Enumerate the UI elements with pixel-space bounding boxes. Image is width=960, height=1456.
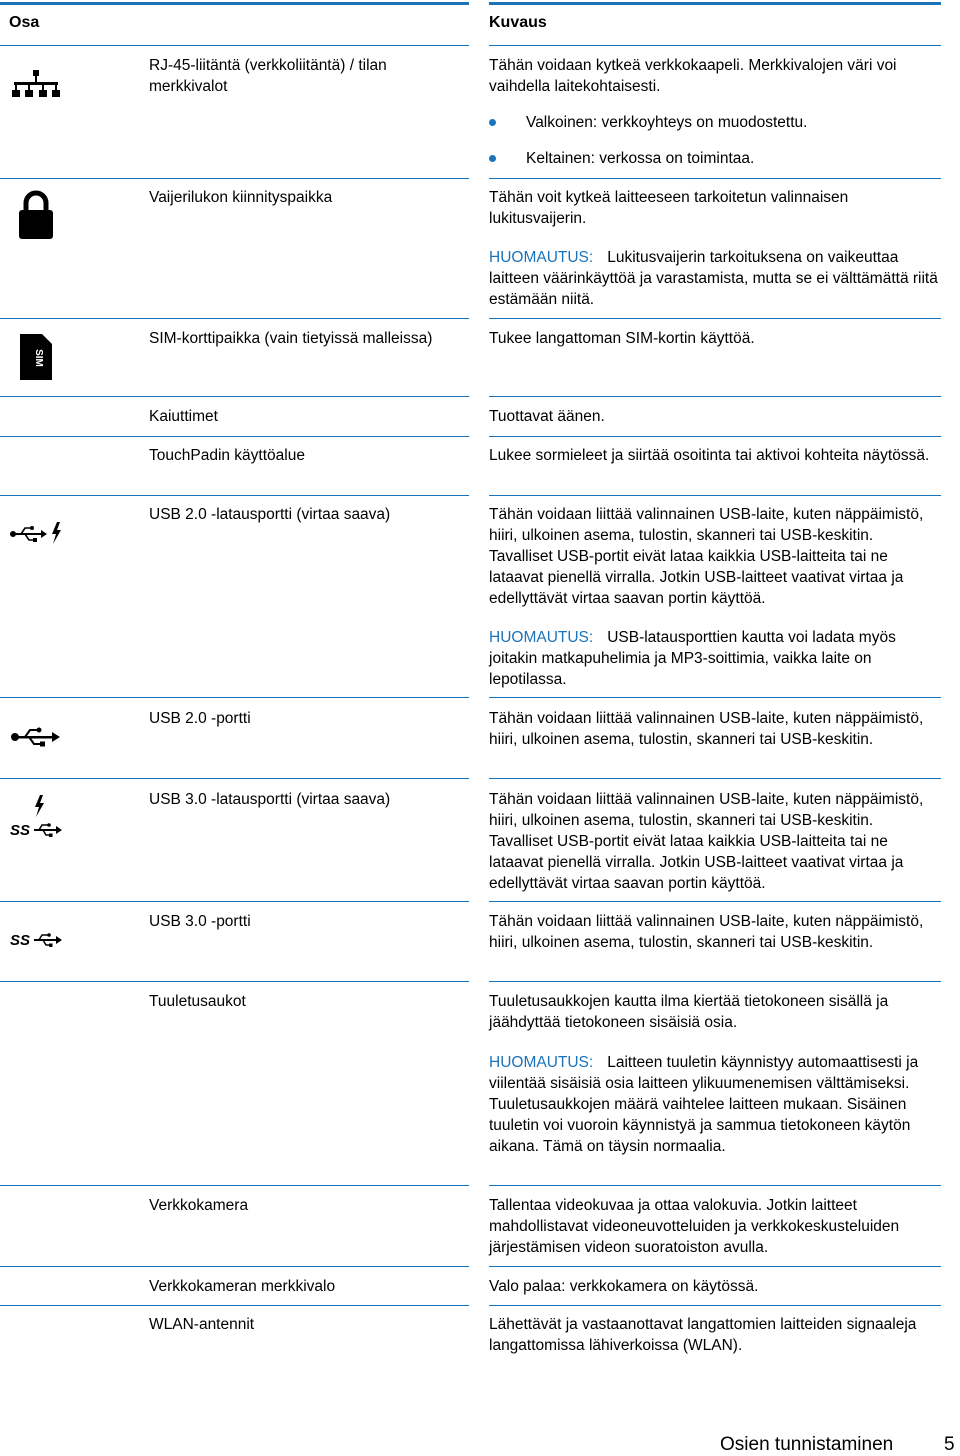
part-name-usb2: USB 2.0 -portti	[149, 710, 251, 727]
part-name-speakers: Kaiuttimet	[149, 408, 218, 425]
row-separator	[0, 901, 469, 902]
note-usb2-charging	[489, 627, 939, 690]
part-description-vents: Tuuletusaukkojen kautta ilma kiertää tietokoneen sisällä ja jäähdyttää tietokoneen sisäisiä osia.	[489, 993, 889, 1031]
part-name-touchpad: TouchPadin käyttöalue	[149, 447, 305, 464]
part-description-usb3: Tähän voidaan liittää valinnainen USB-laite, kuten näppäimistö, hiiri, ulkoinen asema, tulostin, skanneri tai USB-keskitin.	[489, 913, 924, 951]
row-separator	[0, 318, 469, 319]
footer-section-title: Osien tunnistaminen	[720, 1434, 894, 1455]
part-description-webcam-light: Valo palaa: verkkokamera on käytössä.	[489, 1278, 759, 1295]
part-name-webcam: Verkkokamera	[149, 1197, 249, 1214]
usb3-charging-icon	[10, 794, 64, 845]
note-lock-slot	[489, 247, 939, 310]
row-separator	[489, 396, 941, 397]
row-separator	[489, 901, 941, 902]
part-description-speakers: Tuottavat äänen.	[489, 408, 605, 425]
bullet-text: Valkoinen: verkkoyhteys on muodostettu.	[526, 114, 808, 131]
usb3-icon	[10, 928, 64, 955]
part-description-wlan-antennas: Lähettävät ja vastaanottavat langattomien laitteiden signaaleja langattomissa lähiverkoissa (WLAN).	[489, 1316, 917, 1354]
row-separator	[489, 697, 941, 698]
row-separator	[0, 178, 469, 179]
row-separator	[489, 178, 941, 179]
row-separator	[0, 436, 469, 437]
part-description-usb2-charging: Tähän voidaan liittää valinnainen USB-laite, kuten näppäimistö, hiiri, ulkoinen asema, tulostin, skanneri tai USB-keskitin. Tavalliset USB-portit eivät lataa kaikkia USB-laitteita tai ne lataavat pienellä virralla. Jotkin USB-laitteet vaativat virtaa ja edellyttävät virtaa saavan portin käyttöä.	[489, 506, 924, 607]
part-description-lock-slot: Tähän voit kytkeä laitteeseen tarkoitetun valinnaisen lukitusvaijerin.	[489, 189, 849, 227]
part-name-webcam-light: Verkkokameran merkkivalo	[149, 1278, 336, 1295]
bullet-dot	[489, 155, 496, 162]
usb-charging-icon	[10, 521, 64, 550]
bullet-text: Keltainen: verkossa on toimintaa.	[526, 150, 755, 167]
footer-page-number: 5	[944, 1434, 955, 1455]
part-description-webcam: Tallentaa videokuvaa ja ottaa valokuvia. Jotkin laitteet mahdollistavat videoneuvotteluiden ja verkkokeskusteluiden järjestämisen videon suoratoiston avulla.	[489, 1197, 900, 1256]
note-vents	[489, 1052, 939, 1157]
sim-icon-label: SIM	[33, 349, 44, 367]
rj45-network-icon	[11, 70, 61, 103]
note-label: HUOMAUTUS:	[489, 1054, 594, 1071]
part-name-vents: Tuuletusaukot	[149, 993, 246, 1010]
column-header-part: Osa	[9, 14, 40, 31]
usb3-icon-label: SS	[10, 822, 31, 839]
usb3-icon-label: SS	[10, 932, 31, 949]
part-name-usb2-charging: USB 2.0 -latausportti (virtaa saava)	[149, 506, 391, 523]
note-label: HUOMAUTUS:	[489, 249, 594, 266]
row-separator	[0, 396, 469, 397]
note-label: HUOMAUTUS:	[489, 629, 594, 646]
header-rule-right	[489, 2, 941, 5]
part-description-sim-slot: Tukee langattoman SIM-kortin käyttöä.	[489, 330, 755, 347]
row-separator	[0, 778, 469, 779]
row-separator	[489, 981, 941, 982]
part-description-touchpad: Lukee sormieleet ja siirtää osoitinta tai aktivoi kohteita näytössä.	[489, 447, 930, 464]
note-text: USB-latausporttien kautta voi ladata myös joitakin matkapuhelimia ja MP3-soittimia, vaikka laite on lepotilassa.	[489, 629, 896, 688]
row-separator	[0, 981, 469, 982]
row-separator	[489, 1185, 941, 1186]
note-text: Lukitusvaijerin tarkoituksena on vaikeuttaa laitteen väärinkäyttöä ja varastamista, mutta se ei välttämättä riitä estämään niitä.	[489, 249, 938, 308]
row-separator	[489, 436, 941, 437]
note-text: Laitteen tuuletin käynnistyy automaattisesti ja viilentää sisäisiä osia laitteen ylikuumenemisen välttämiseksi. Tuuletusaukkojen määrä vaihtelee laitteen mukaan. Sisäinen tuuletin voi vuoroin käynnistyä ja sammua tietokoneen käytön aikana. Tämä on täysin normaalia.	[489, 1054, 919, 1155]
part-name-lock-slot: Vaijerilukon kiinnityspaikka	[149, 189, 333, 206]
part-name-wlan-antennas: WLAN-antennit	[149, 1316, 255, 1333]
header-bottom-rule-right	[489, 45, 941, 46]
row-separator	[489, 1305, 941, 1306]
row-separator	[0, 1305, 469, 1306]
row-separator	[0, 495, 469, 496]
sim-card-icon	[20, 334, 52, 385]
part-description-usb3-charging: Tähän voidaan liittää valinnainen USB-laite, kuten näppäimistö, hiiri, ulkoinen asema, tulostin, skanneri tai USB-keskitin. Tavalliset USB-portit eivät lataa kaikkia USB-laitteita tai ne lataavat pienellä virralla. Jotkin USB-laitteet vaativat virtaa ja edellyttävät virtaa saavan portin käyttöä.	[489, 791, 924, 892]
column-header-description: Kuvaus	[489, 14, 547, 31]
usb-icon	[11, 725, 61, 754]
lock-icon	[17, 190, 55, 245]
row-separator	[0, 1185, 469, 1186]
header-bottom-rule-left	[0, 45, 469, 46]
part-name-sim-slot: SIM-korttipaikka (vain tietyissä malleissa)	[149, 330, 433, 347]
row-separator	[489, 495, 941, 496]
part-description-rj45: Tähän voidaan kytkeä verkkokaapeli. Merkkivalojen väri voi vaihdella laitekohtaisesti.	[489, 57, 897, 95]
part-name-usb3: USB 3.0 -portti	[149, 913, 251, 930]
part-name-usb3-charging: USB 3.0 -latausportti (virtaa saava)	[149, 791, 391, 808]
row-separator	[489, 1266, 941, 1267]
row-separator	[489, 778, 941, 779]
header-rule-left	[0, 2, 469, 5]
bullet-dot	[489, 119, 496, 126]
row-separator	[0, 1266, 469, 1267]
row-separator	[0, 697, 469, 698]
part-name-rj45: RJ-45-liitäntä (verkkoliitäntä) / tilan merkkivalot	[149, 57, 387, 95]
part-description-usb2: Tähän voidaan liittää valinnainen USB-laite, kuten näppäimistö, hiiri, ulkoinen asema, tulostin, skanneri tai USB-keskitin.	[489, 710, 924, 748]
row-separator	[489, 318, 941, 319]
